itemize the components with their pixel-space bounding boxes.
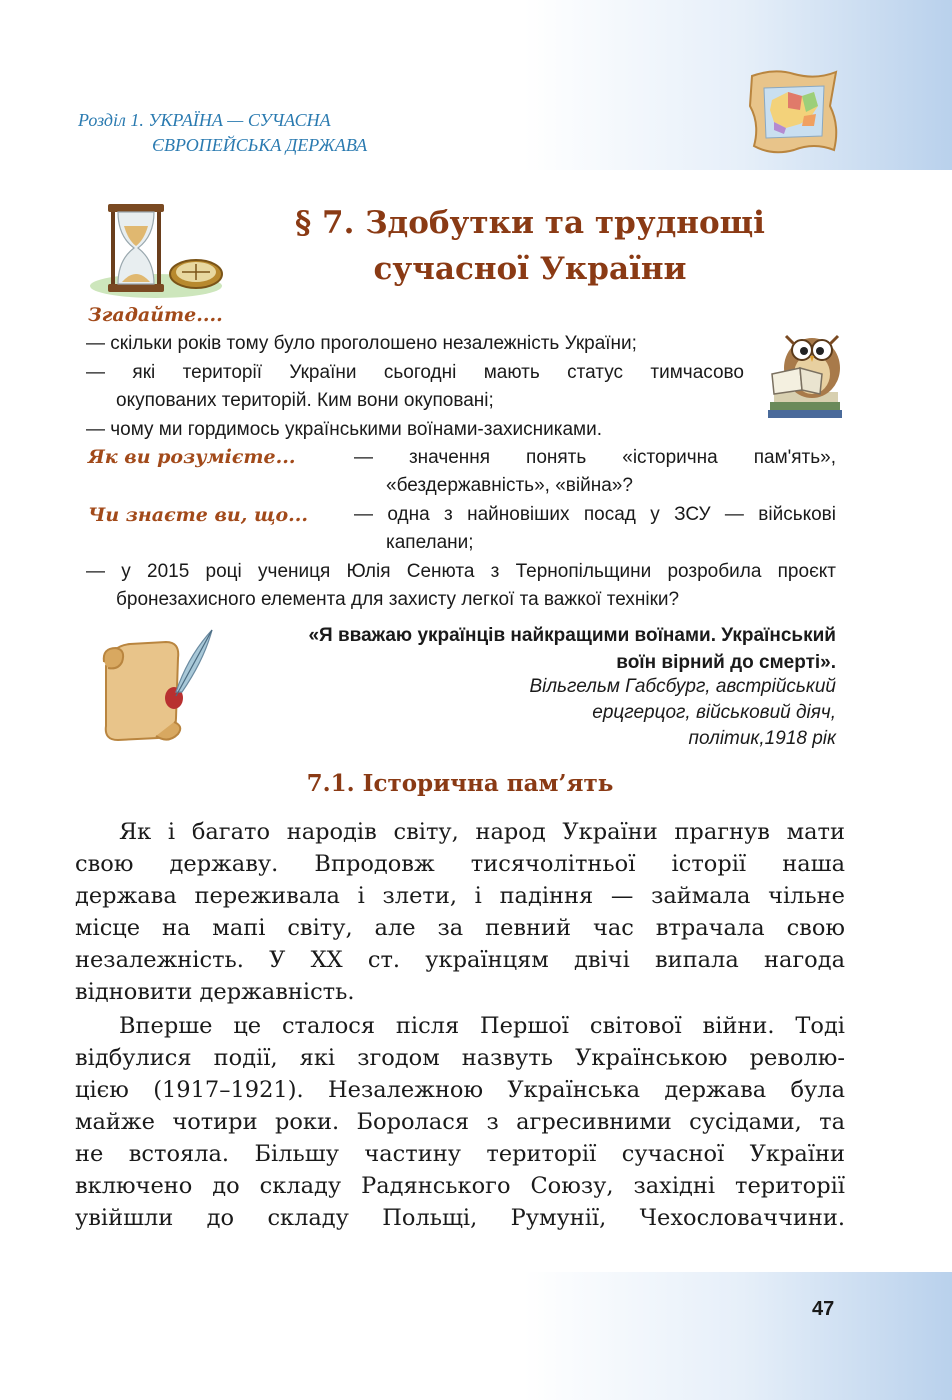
epigraph-author	[440, 674, 836, 752]
bottom-gradient-band	[0, 1272, 952, 1400]
europe-map-scroll-icon	[744, 66, 844, 158]
quill-scroll-icon	[96, 626, 216, 748]
page-title-line2: сучасної України	[373, 251, 687, 287]
epigraph-quote-line2: воїн вірний до смерті».	[616, 652, 836, 673]
page-title-line1: § 7. Здобутки та труднощі	[295, 205, 765, 241]
know-line2: капелани;	[386, 532, 474, 553]
know-line3: — у 2015 році учениця Юлія Сенюта з Тернопільщини розробила проєкт	[86, 561, 836, 582]
body-line: відбулися події, які згодом назвуть Українською револю-	[75, 1045, 845, 1071]
section-header	[78, 108, 367, 158]
epigraph-quote	[220, 622, 836, 676]
subsection-title: 7.1. Історична пам’ять	[306, 770, 614, 797]
epigraph-author-line1: Вільгельм Габсбург, австрійський	[529, 676, 836, 697]
recall-heading: Згадайте....	[88, 304, 223, 326]
hourglass-compass-icon	[78, 200, 228, 300]
recall-question-2-line2: окупованих територій. Ким вони окуповані;	[116, 390, 494, 411]
body-line: не встояла. Більшу частину території сучасної України	[75, 1141, 845, 1167]
body-line: майже чотири роки. Боролася з агресивними сусідами, та	[75, 1109, 845, 1135]
body-line: цією (1917–1921). Незалежною Українська держава була	[75, 1077, 845, 1103]
body-line: Вперше це сталося після Першої світової війни. Тоді	[119, 1013, 845, 1039]
know-line1: — одна з найновіших посад у ЗСУ — військові	[354, 504, 836, 525]
page-number: 47	[812, 1298, 835, 1320]
epigraph-author-line2: ерцгерцог, військовий діяч,	[592, 702, 836, 723]
body-line: включено до складу Радянського Союзу, західні території	[75, 1173, 845, 1199]
understand-lead: Як ви розумієте...	[88, 446, 296, 468]
epigraph-quote-line1: «Я вважаю українців найкращими воїнами. Український	[308, 625, 836, 646]
know-lead: Чи знаєте ви, що...	[88, 504, 309, 526]
body-line: відновити державність.	[75, 979, 355, 1005]
body-line: місце на мапі світу, але за певний час втрачала свою	[75, 915, 845, 941]
body-line: Як і багато народів світу, народ України прагнув мати	[119, 819, 845, 845]
section-header-line1: Розділ 1. УКРАЇНА — СУЧАСНА	[78, 110, 331, 130]
owl-reading-icon	[760, 322, 850, 422]
understand-line2: «бездержавність», «війна»?	[386, 475, 633, 496]
understand-line1: — значення понять «історична пам'ять»,	[354, 447, 836, 468]
recall-question-1: — скільки років тому було проголошено незалежність України;	[86, 333, 637, 354]
body-line: увійшли до складу Польщі, Румунії, Чехословаччини.	[75, 1205, 845, 1231]
recall-question-2-line1: — які території України сьогодні мають статус тимчасово	[86, 362, 744, 383]
body-line: держава переживала і злети, і падіння — займала чільне	[75, 883, 845, 909]
know-line4: бронезахисного елемента для захисту легкої та важкої техніки?	[116, 589, 680, 610]
body-line: незалежність. У ХХ ст. українцям двічі випала нагода	[75, 947, 845, 973]
section-header-line2: ЄВРОПЕЙСЬКА ДЕРЖАВА	[152, 135, 368, 155]
body-line: свою державу. Впродовж тисячолітньої історії наша	[75, 851, 845, 877]
recall-question-3: — чому ми гордимось українськими воїнами-захисниками.	[86, 419, 603, 440]
epigraph-author-line3: політик,1918 рік	[688, 728, 836, 749]
page-title	[240, 200, 820, 292]
